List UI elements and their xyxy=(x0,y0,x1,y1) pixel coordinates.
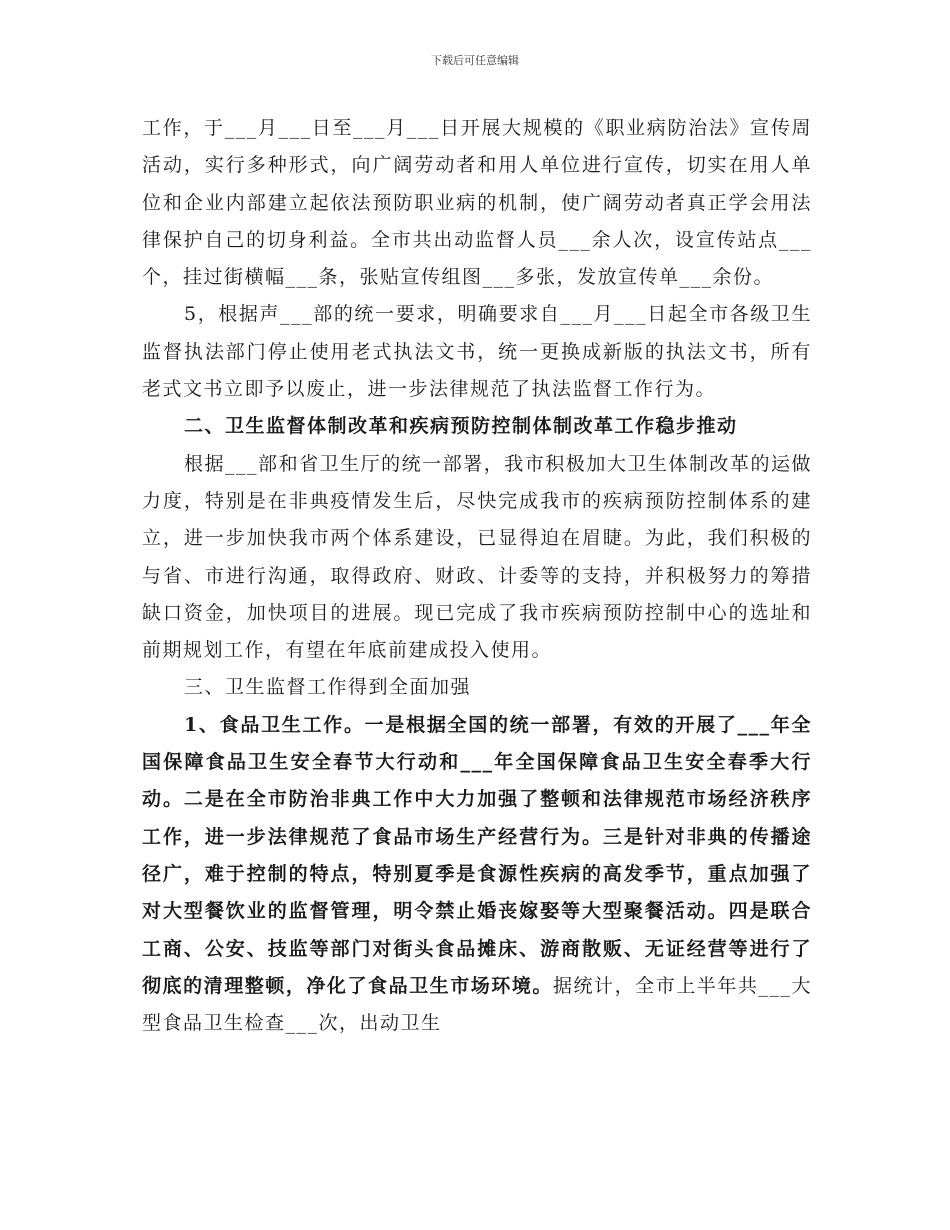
food-hygiene-statistics-text: 据统计，全市上半年共___大型食品卫生检查___次，出动卫生 xyxy=(142,974,812,1035)
paragraph-food-hygiene xyxy=(142,707,812,1043)
section-heading-supervision: 三、卫生监督工作得到全面加强 xyxy=(184,676,472,699)
paragraph-law-enforcement-documents: 5，根据声___部的统一要求，明确要求自___月___日起全市各级卫生监督执法部门停止使用老式执法文书，统一更换成新版的执法文书，所有老式文书立即予以废止，进一步法律规范了执法监督工作行为。 xyxy=(142,303,812,401)
paragraph-system-reform: 根据___部和省卫生厅的统一部署，我市积极加大卫生体制改革的运做力度，特别是在非典疫情发生后，尽快完成我市的疾病预防控制体系的建立，进一步加快我市两个体系建设，已显得迫在眉睫。为此，我们积极的与省、市进行沟通，取得政府、财政、计委等的支持，并积极努力的筹措缺口资金，加快项目的进展。现已完成了我市疾病预防控制中心的选址和前期规划工作，有望在年底前建成投入使用。 xyxy=(142,452,812,662)
page-header-note: 下载后可任意编辑 xyxy=(431,54,519,67)
paragraph-propaganda-week: 工作，于___月___日至___月___日开展大规模的《职业病防治法》宣传周活动，实行多种形式，向广阔劳动者和用人单位进行宣传，切实在用人单位和企业内部建立起依法预防职业病的机制，使广阔劳动者真正学会用法律保护自己的切身利益。全市共出动监督人员___余人次，设宣传站点___个，挂过街横幅___条，张贴宣传组图___多张，发放宣传单___余份。 xyxy=(142,117,812,289)
section-heading-system-reform: 二、卫生监督体制改革和疾病预防控制体制改革工作稳步推动 xyxy=(184,415,738,438)
document-body xyxy=(142,110,812,1042)
food-hygiene-bold-text: 1、食品卫生工作。一是根据全国的统一部署，有效的开展了___年全国保障食品卫生安全春节大行动和___年全国保障食品卫生安全春季大行动。二是在全市防治非典工作中大力加强了整顿和法律规范市场经济秩序工作，进一步法律规范了食品市场生产经营行为。三是针对非典的传播途径广，难于控制的特点，特别夏季是食源性疾病的高发季节，重点加强了对大型餐饮业的监督管理，明令禁止婚丧嫁娶等大型聚餐活动。四是联合工商、公安、技监等部门对街头食品摊床、游商散贩、无证经营等进行了彻底的清理整顿，净化了食品卫生市场环境。 xyxy=(142,713,812,997)
